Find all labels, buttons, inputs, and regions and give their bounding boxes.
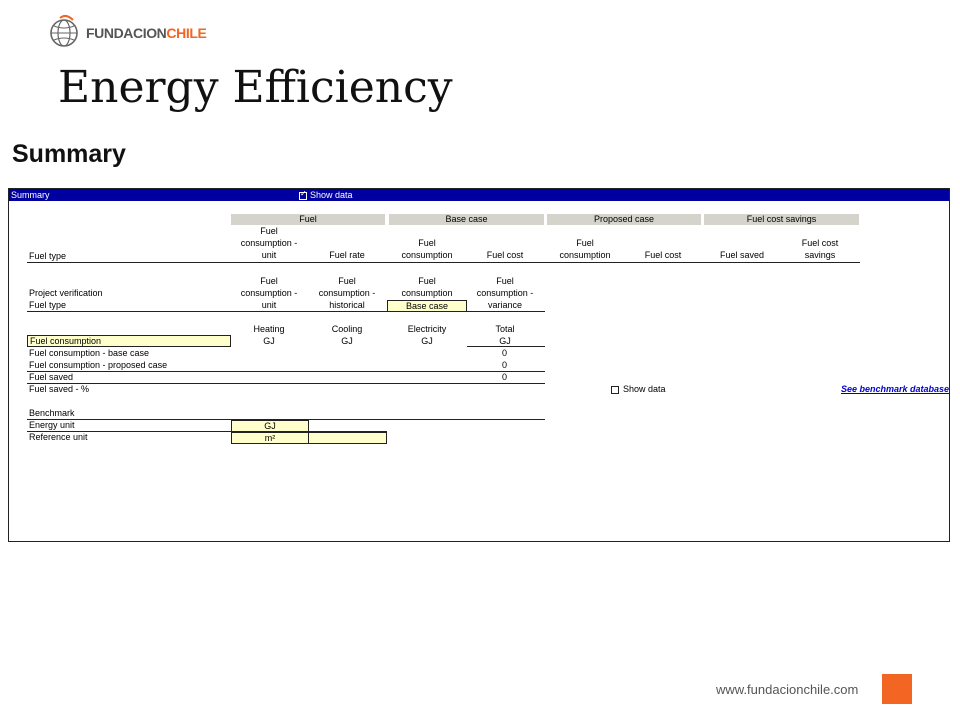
row-total-fuel-saved: 0 (501, 372, 507, 382)
consumption-header-heating: Heating (253, 324, 285, 334)
row-total-base-case: 0 (501, 348, 507, 358)
consumption-header-total: Total (495, 324, 515, 334)
globe-icon (46, 14, 82, 50)
row-label-proposed-case: Fuel consumption - proposed case (29, 360, 168, 370)
unit-total: GJ (499, 336, 511, 346)
col-fuel-cost-savings: Fuel cost savings (801, 238, 839, 260)
row-label-base-case: Fuel consumption - base case (29, 348, 150, 358)
unit-cooling: GJ (341, 336, 353, 346)
consumption-header-electricity: Electricity (407, 324, 447, 334)
consumption-header-cooling: Cooling (331, 324, 363, 334)
summary-sheet (8, 188, 950, 542)
group-fuel-cost-savings: Fuel cost savings (704, 214, 859, 225)
group-base-case: Base case (389, 214, 544, 225)
ver-col-consumption: Fuel consumption (401, 276, 453, 298)
group-proposed-case: Proposed case (547, 214, 701, 225)
slide-title: Energy Efficiency (58, 62, 453, 113)
col-proposed-fuel-cost: Fuel cost (644, 250, 682, 260)
ver-col-historical: Fuel consumption - historical (318, 276, 376, 310)
col-base-fuel-consumption: Fuel consumption (401, 238, 453, 260)
header-show-data-label: Show data (310, 190, 353, 200)
row-label-fuel-saved-pct: Fuel saved - % (29, 384, 90, 394)
col-proposed-fuel-consumption: Fuel consumption (559, 238, 611, 260)
project-verification-label: Project verification (29, 288, 103, 298)
fuel-consumption-label-cell: Fuel consumption (27, 335, 231, 347)
logo-text-main: FUNDACION (86, 25, 167, 41)
benchmark-label: Benchmark (29, 408, 75, 418)
group-fuel: Fuel (231, 214, 385, 225)
logo-text-accent: CHILE (166, 25, 207, 41)
col-fuel-consumption-unit: Fuel consumption - unit (240, 226, 298, 260)
row-total-proposed-case: 0 (501, 360, 507, 370)
fundacion-chile-logo (46, 12, 206, 52)
reference-unit-input[interactable]: m² (231, 432, 309, 444)
col-fuel-saved: Fuel saved (719, 250, 765, 260)
energy-unit-label: Energy unit (29, 420, 75, 430)
col-fuel-rate: Fuel rate (329, 250, 365, 260)
ver-fuel-type-label: Fuel type (29, 300, 67, 310)
logo-wordmark (86, 25, 206, 41)
ver-col-variance: Fuel consumption - variance (476, 276, 534, 310)
verification-underline (27, 311, 545, 312)
row-label-fuel-saved: Fuel saved (29, 372, 74, 382)
reference-unit-extra-cell[interactable] (308, 432, 387, 444)
col-base-fuel-cost: Fuel cost (486, 250, 524, 260)
show-data-label: Show data (623, 384, 666, 394)
show-data-checkbox[interactable] (611, 386, 619, 394)
fuel-saved-underline (27, 383, 545, 384)
slide-subtitle: Summary (12, 140, 126, 168)
unit-heating: GJ (263, 336, 275, 346)
reference-unit-label: Reference unit (29, 432, 88, 442)
footer-url: www.fundacionchile.com (716, 682, 859, 697)
benchmark-database-link[interactable]: See benchmark database (841, 384, 950, 394)
unit-electricity: GJ (421, 336, 433, 346)
footer-brand-square (882, 674, 912, 704)
energy-unit-input[interactable]: GJ (231, 420, 309, 432)
fuel-type-label: Fuel type (29, 251, 67, 261)
case-select-dropdown[interactable]: Base case (387, 300, 467, 312)
sheet-header-bar (9, 189, 949, 201)
ver-col-unit: Fuel consumption - unit (240, 276, 298, 310)
header-show-data-checkbox[interactable] (299, 192, 307, 200)
sheet-header-title: Summary (11, 190, 50, 200)
fuel-type-underline (27, 262, 860, 263)
